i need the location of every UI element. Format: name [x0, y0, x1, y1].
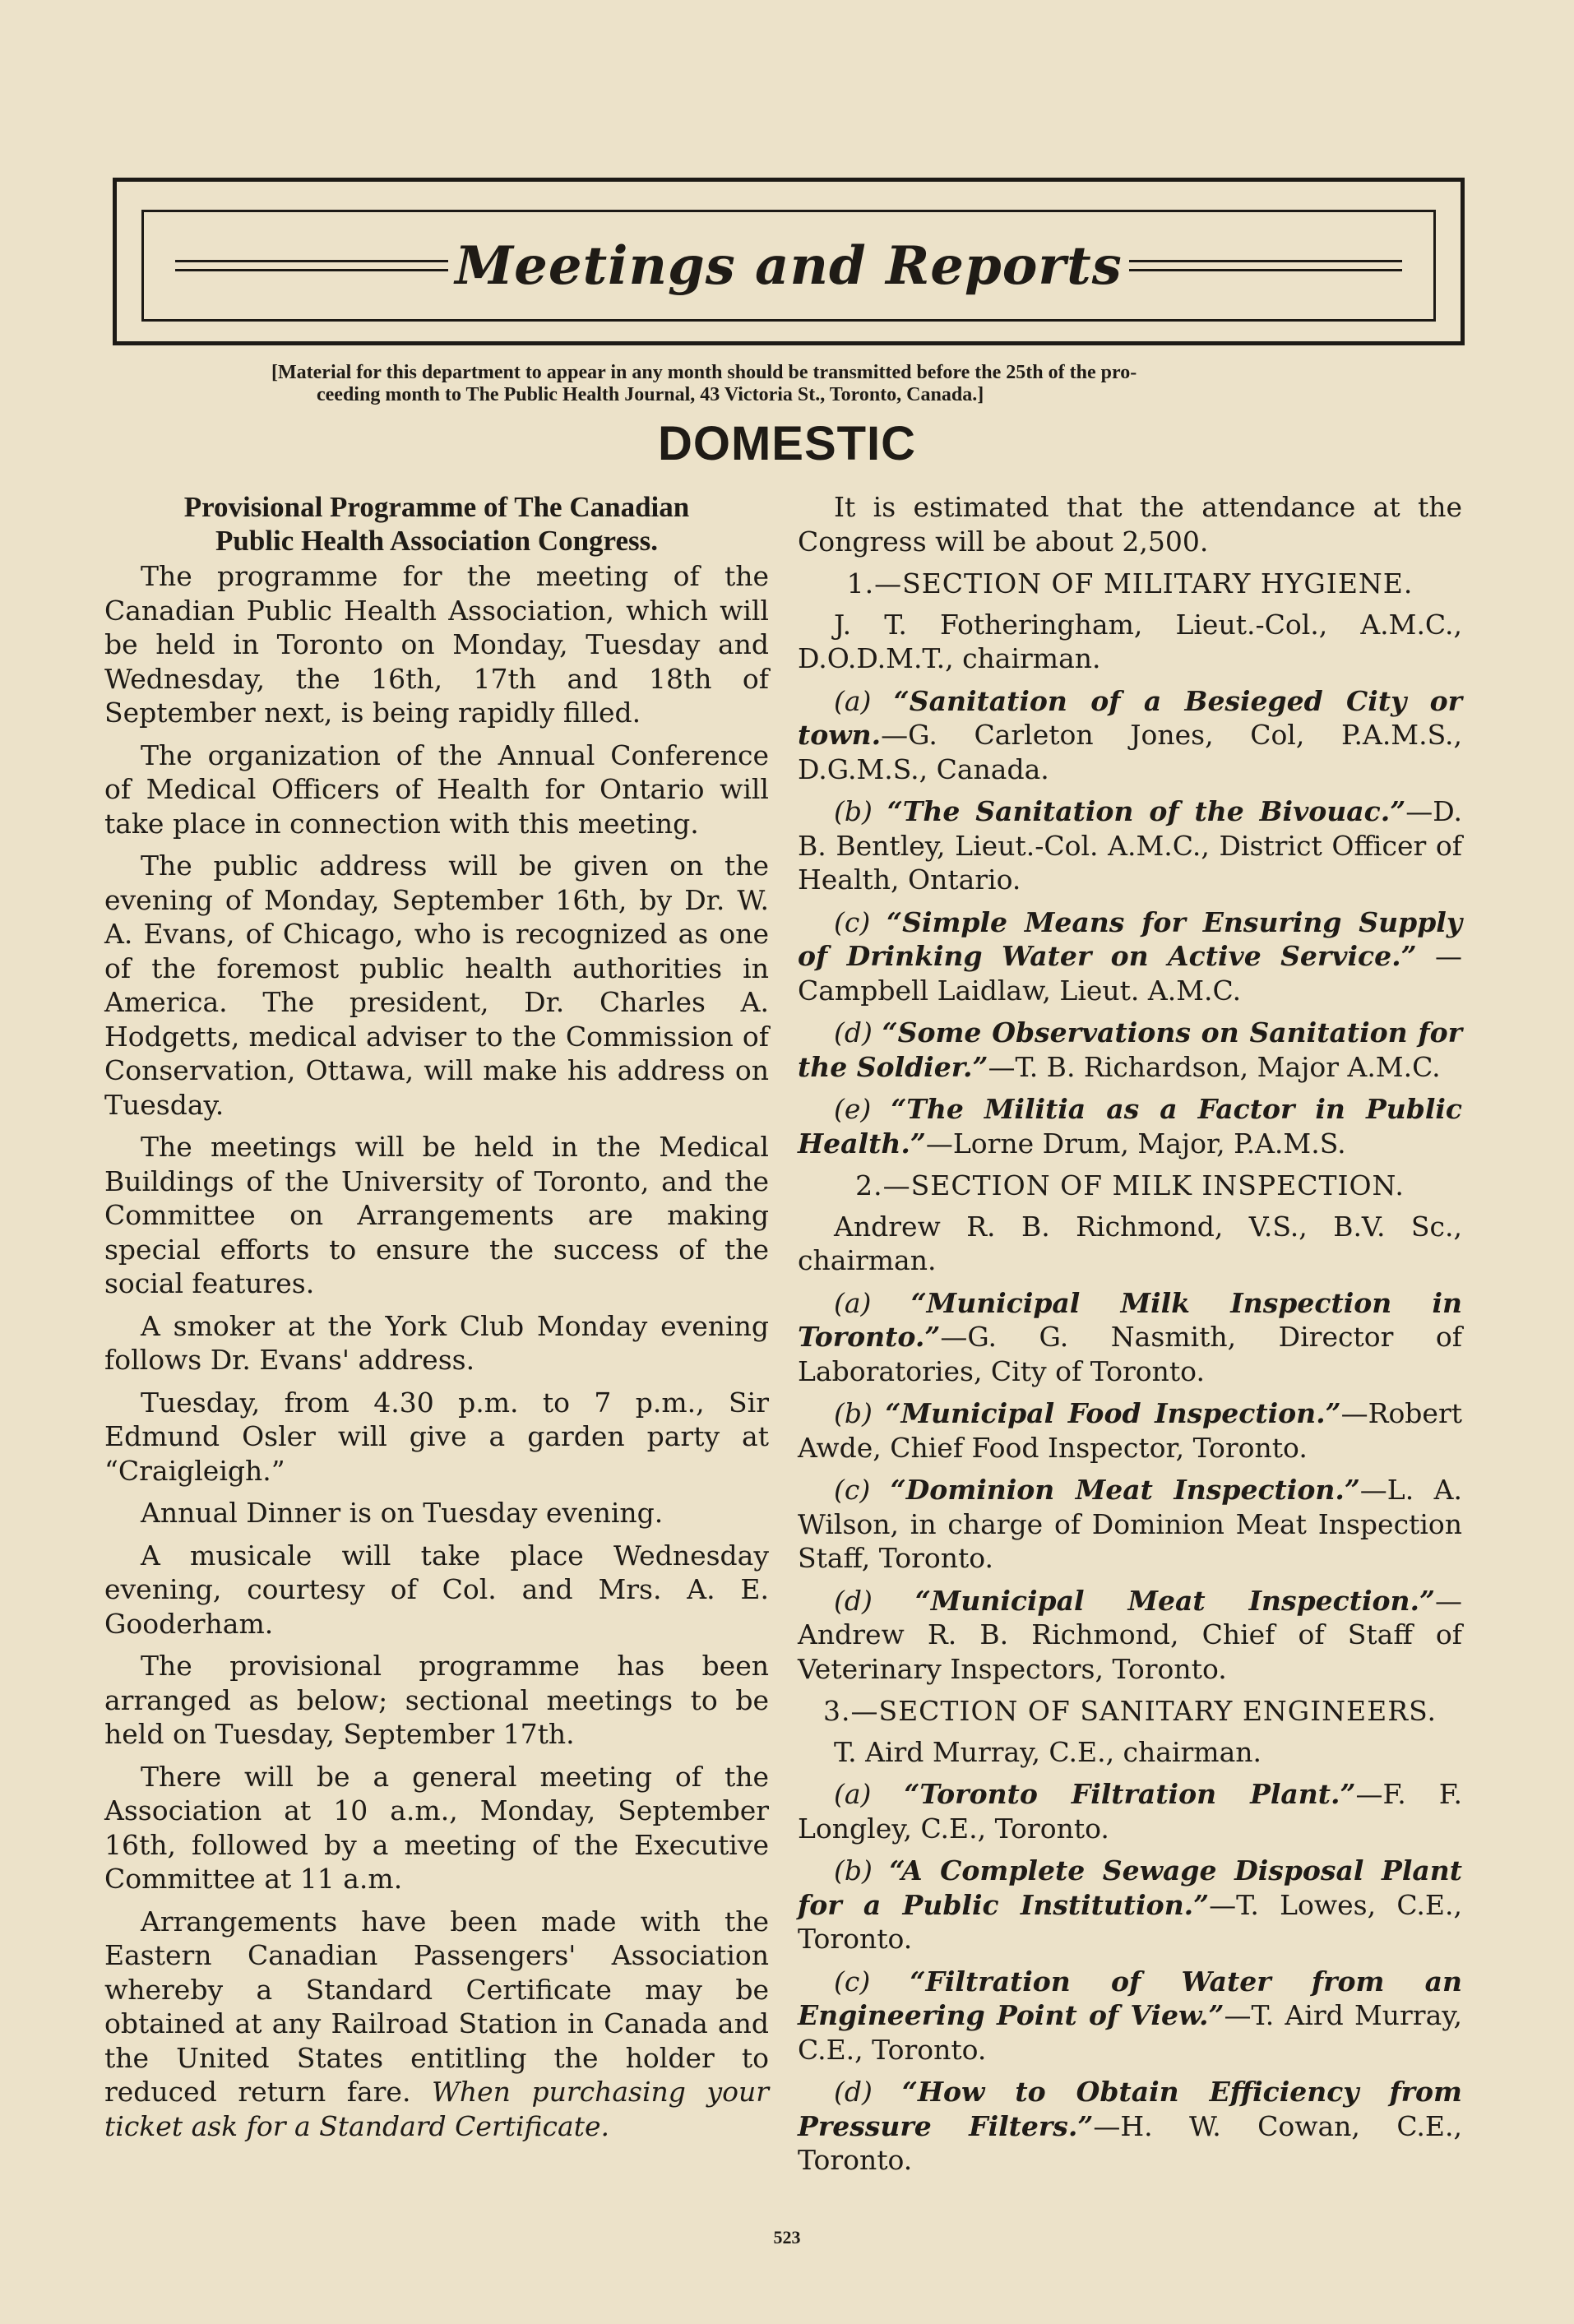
paper-entry [798, 1965, 1462, 2067]
paragraph: The provisional programme has been arranged as below; sectional meetings to be held on Tuesday, September 17th. [104, 1650, 769, 1750]
paper-author: —H. W. Cowan, C.E., Toronto. [798, 2109, 1462, 2176]
section-chairman: J. T. Fotheringham, Lieut.-Col., A.M.C., D.O.D.M.T., chairman. [798, 608, 1462, 674]
paragraph: There will be a general meeting of the Association at 10 a.m., Monday, September 16th, followed by a meeting of the Executive Committee at 11 a.m. [104, 1760, 769, 1895]
article-title-line1: Provisional Programme of The Canadian [183, 491, 690, 523]
paper-label: (d) [834, 2076, 873, 2108]
paper-label: (a) [834, 1778, 872, 1810]
paper-title: “Toronto Filtration Plant.” [904, 1778, 1356, 1810]
attendance-paragraph: It is estimated that the attendance at the Congress will be about 2,500. [798, 491, 1462, 558]
paper-label: (c) [834, 905, 871, 938]
paper-title: “Some Observations on Sanitation for the Soldier.” [798, 1016, 1462, 1083]
paper-label: (b) [834, 795, 873, 827]
paper-entry [798, 794, 1462, 897]
paper-author: —F. F. Longley, C.E., Toronto. [798, 1778, 1463, 1845]
paragraph: The programme for the meeting of the Canadian Public Health Association, which will be held in Toronto on Monday, Tuesday and Wednesday, the 16th, 17th and 18th of September next, is being rapidly filled. [104, 560, 769, 729]
paper-title: “Municipal Food Inspection.” [885, 1397, 1341, 1429]
paper-entry [798, 1092, 1462, 1160]
paper-entry [798, 1473, 1462, 1576]
paper-label: (d) [834, 1584, 873, 1617]
paper-author: —G. G. Nasmith, Director of Laboratories, City of Toronto. [798, 1321, 1462, 1387]
paper-author: —Robert Awde, Chief Food Inspector, Toronto. [798, 1397, 1462, 1464]
masthead-title: Meetings and Reports [455, 234, 1123, 297]
masthead-left-rule [175, 260, 448, 271]
section-heading: DOMESTIC [657, 417, 917, 470]
paper-label: (a) [834, 684, 872, 717]
right-column [798, 490, 1462, 2186]
paper-entry [798, 1396, 1462, 1465]
paper-title: “Sanitation of a Besieged City or town. [798, 684, 1462, 751]
paragraph: The organization of the Annual Conference of Medical Officers of Health for Ontario will take place in connection with this meeting. [104, 738, 769, 840]
article-title [104, 490, 769, 558]
paper-author: —Lorne Drum, Major, P.A.M.S. [925, 1127, 1346, 1160]
section-chairman: T. Aird Murray, C.E., chairman. [834, 1735, 1262, 1768]
paper-title: “Municipal Milk Inspection in Toronto.” [798, 1286, 1462, 1353]
sections-list [798, 567, 1462, 2178]
paper-entry [798, 1584, 1462, 1687]
paper-author: —Andrew R. B. Richmond, Chief of Staff of Veterinary Inspectors, Toronto. [798, 1584, 1462, 1685]
paper-label: (e) [834, 1093, 872, 1125]
paper-label: (b) [834, 1854, 873, 1887]
paper-label: (d) [834, 1016, 873, 1049]
paper-entry [798, 1016, 1462, 1084]
paper-label: (c) [834, 1474, 871, 1506]
masthead-frame [113, 178, 1465, 345]
paragraph: Tuesday, from 4.30 p.m. to 7 p.m., Sir Edmund Osler will give a garden party at “Craigleigh.” [104, 1386, 769, 1487]
paper-title: “Simple Means for Ensuring Supply of Drinking Water on Active Service.” [798, 905, 1462, 972]
paper-entry [798, 1286, 1462, 1389]
paragraph: The meetings will be held in the Medical Buildings of the University of Toronto, and the Committee on Arrangements are making special efforts to ensure the success of the social features. [104, 1131, 769, 1299]
paper-title: “How to Obtain Efficiency from Pressure Filters.” [798, 2076, 1462, 2142]
paper-label: (c) [834, 1965, 871, 1998]
paper-entry [798, 1777, 1462, 1845]
paragraph-last-text: Arrangements have been made with the Eastern Canadian Passengers' Association whereby a Standard Certificate may be obtained at any Railroad Station in Canada and the United States entitling the holder to reduced return fare. [104, 1905, 769, 2108]
paper-title: “Municipal Meat Inspection.” [914, 1584, 1435, 1617]
paper-author: —D. B. Bentley, Lieut.-Col. A.M.C., District Officer of Health, Ontario. [798, 795, 1462, 896]
paper-title: “The Sanitation of the Bivouac.” [887, 795, 1406, 827]
submission-note [271, 362, 1390, 406]
paragraph-last [104, 1905, 769, 2144]
masthead-inner-frame [141, 210, 1436, 322]
paragraph: A smoker at the York Club Monday evening follows Dr. Evans' address. [104, 1309, 769, 1376]
paper-entry [798, 1854, 1462, 1956]
article-title-line2: Public Health Association Congress. [215, 525, 658, 557]
paper-entry [798, 905, 1462, 1008]
paragraph: A musicale will take place Wednesday evening, courtesy of Col. and Mrs. A. E. Gooderham. [104, 1539, 769, 1640]
section-heading-3: 3.—SECTION OF SANITARY ENGINEERS. [822, 1695, 1437, 1727]
submission-note-line2: ceeding month to The Public Health Journal, 43 Victoria St., Toronto, Canada.] [317, 384, 984, 405]
paragraph-last-italic: When purchasing your ticket ask for a Standard Certificate. [104, 2076, 769, 2142]
section-heading-2: 2.—SECTION OF MILK INSPECTION. [855, 1169, 1405, 1201]
paper-author: —G. Carleton Jones, Col, P.A.M.S., D.G.M.S., Canada. [798, 719, 1462, 785]
paragraph: The public address will be given on the evening of Monday, September 16th, by Dr. W. A. Evans, of Chicago, who is recognized as one of the foremost public health authorities in America. The president, Dr. Charles A. Hodgetts, medical adviser to the Commission of Conservation, Ottawa, will make his address on Tuesday. [104, 850, 769, 1121]
paragraph: Annual Dinner is on Tuesday evening. [141, 1497, 664, 1529]
paper-title: “Filtration of Water from an Engineering Point of View.” [798, 1965, 1462, 2031]
paper-label: (a) [834, 1286, 872, 1319]
paper-author: —T. Aird Murray, C.E., Toronto. [798, 1999, 1462, 2066]
submission-note-line1: [Material for this department to appear in any month should be transmitted before the 25th of the pro- [271, 362, 1137, 383]
paper-entry [798, 2075, 1462, 2178]
paper-title: “A Complete Sewage Disposal Plant for a Public Institution.” [798, 1854, 1462, 1921]
page-number: 523 [773, 2227, 801, 2248]
left-column [104, 490, 769, 2151]
paper-author: —L. A. Wilson, in charge of Dominion Meat Inspection Staff, Toronto. [798, 1474, 1462, 1574]
section-chairman: Andrew R. B. Richmond, V.S., B.V. Sc., chairman. [798, 1210, 1462, 1276]
paper-title: “Dominion Meat Inspection.” [890, 1474, 1360, 1506]
paper-label: (b) [834, 1397, 873, 1429]
paper-title: “The Militia as a Factor in Public Health.” [798, 1093, 1462, 1160]
paper-entry [798, 684, 1462, 787]
masthead-right-rule [1129, 260, 1402, 271]
section-heading-1: 1.—SECTION OF MILITARY HYGIENE. [846, 567, 1414, 600]
paper-author: —T. B. Richardson, Major A.M.C. [988, 1050, 1441, 1083]
paper-author: —Campbell Laidlaw, Lieut. A.M.C. [798, 940, 1463, 1007]
paper-author: —T. Lowes, C.E., Toronto. [798, 1888, 1462, 1955]
